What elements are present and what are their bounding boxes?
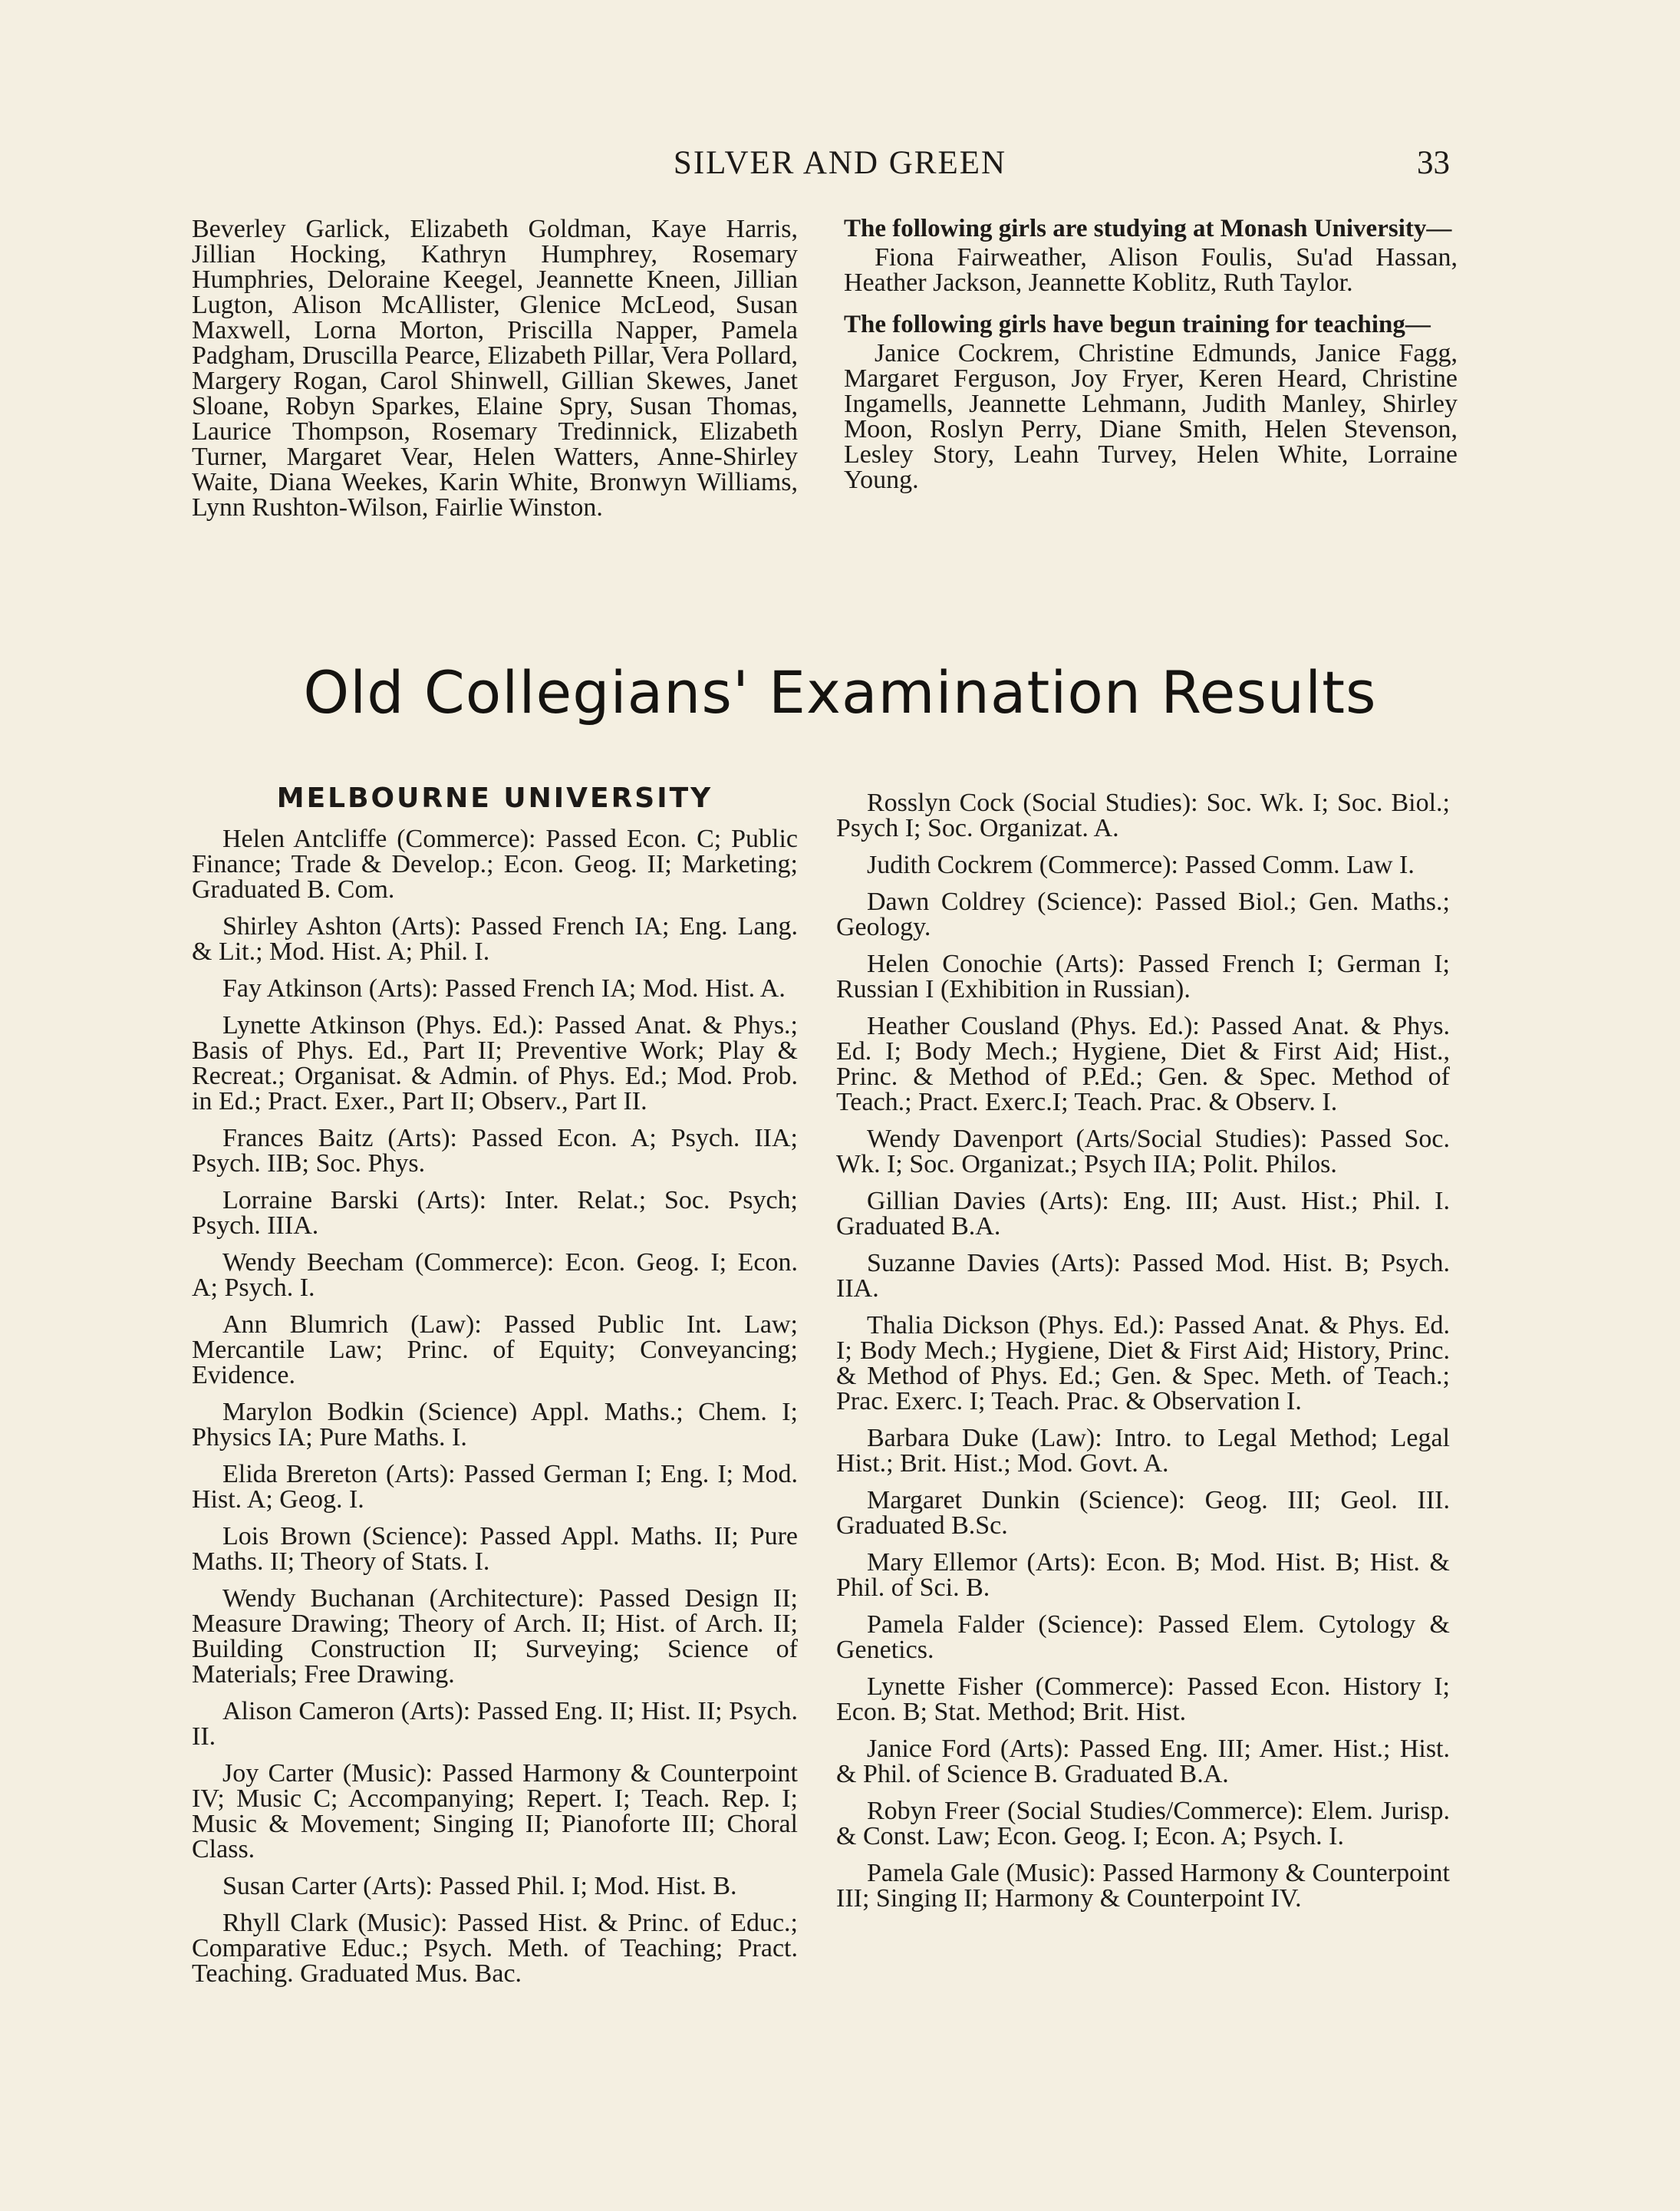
result-entry: Heather Cousland (Phys. Ed.): Passed Anat. & Phys. Ed. I; Body Mech.; Hygiene, Diet & First Aid; Hist., Princ. & Method of P.Ed.; Gen. & Spec. Method of Teach.; Pract. Exerc.I; Teach. Prac. & Observ. I. bbox=[836, 1012, 1450, 1116]
result-entry: Lynette Atkinson (Phys. Ed.): Passed Anat. & Phys.; Basis of Phys. Ed., Part II; Preventive Work; Play & Recreat.; Organisat. & Admin. of Phys. Ed.; Mod. Prob. in Ed.; Pract. Exer., Part II; Observ., Part II. bbox=[192, 1011, 798, 1115]
monash-lead: The following girls are studying at Monash University— bbox=[844, 215, 1452, 242]
result-entry: Susan Carter (Arts): Passed Phil. I; Mod. Hist. B. bbox=[222, 1872, 737, 1900]
continued-name-list bbox=[192, 216, 798, 520]
result-entry: Joy Carter (Music): Passed Harmony & Counterpoint IV; Music C; Accompanying; Repert. I; Teach. Rep. I; Music & Movement; Singing II; Pianoforte III; Choral Class. bbox=[192, 1759, 798, 1863]
result-entry: Pamela Falder (Science): Passed Elem. Cytology & Genetics. bbox=[836, 1610, 1450, 1664]
article-headline: Old Collegians' Examination Results bbox=[303, 658, 1377, 727]
result-entry: Janice Ford (Arts): Passed Eng. III; Amer. Hist.; Hist. & Phil. of Science B. Graduated B.A. bbox=[836, 1735, 1450, 1788]
result-entry: Marylon Bodkin (Science) Appl. Maths.; Chem. I; Physics IA; Pure Maths. I. bbox=[192, 1398, 798, 1451]
right-entry-list bbox=[836, 790, 1450, 1911]
result-entry: Mary Ellemor (Arts): Econ. B; Mod. Hist. B; Hist. & Phil. of Sci. B. bbox=[836, 1548, 1450, 1602]
result-entry: Shirley Ashton (Arts): Passed French IA; Eng. Lang. & Lit.; Mod. Hist. A; Phil. I. bbox=[192, 912, 798, 966]
running-title: SILVER AND GREEN bbox=[673, 145, 1007, 181]
result-entry: Helen Conochie (Arts): Passed French I; German I; Russian I (Exhibition in Russian). bbox=[836, 950, 1450, 1003]
continued-names-paragraph: Beverley Garlick, Elizabeth Goldman, Kaye Harris, Jillian Hocking, Kathryn Humphrey, Rosemary Humphries, Deloraine Keegel, Jeannette Kneen, Jillian Lugton, Alison McAllister, Glenice McLeod, Susan Maxwell, Lorna Morton, Priscilla Napper, Pamela Padgham, Druscilla Pearce, Elizabeth Pillar, Vera Pollard, Margery Rogan, Carol Shinwell, Gillian Skewes, Janet Sloane, Robyn Sparkes, Elaine Spry, Susan Thomas, Laurice Thompson, Rosemary Tredinnick, Elizabeth Turner, Margaret Vear, Helen Watters, Anne-Shirley Waite, Diana Weekes, Karin White, Bronwyn Williams, Lynn Rushton-Wilson, Fairlie Winston. bbox=[192, 215, 798, 522]
results-right-column bbox=[836, 790, 1450, 1923]
result-entry: Suzanne Davies (Arts): Passed Mod. Hist. B; Psych. IIA. bbox=[836, 1249, 1450, 1303]
result-entry: Helen Antcliffe (Commerce): Passed Econ. C; Public Finance; Trade & Develop.; Econ. Geog. II; Marketing; Graduated B. Com. bbox=[192, 825, 798, 904]
section-title: MELBOURNE UNIVERSITY bbox=[276, 783, 713, 814]
result-entry: Rosslyn Cock (Social Studies): Soc. Wk. I; Soc. Biol.; Psych I; Soc. Organizat. A. bbox=[836, 789, 1450, 842]
result-entry: Lois Brown (Science): Passed Appl. Maths. II; Pure Maths. II; Theory of Stats. I. bbox=[192, 1522, 798, 1576]
result-entry: Frances Baitz (Arts): Passed Econ. A; Psych. IIA; Psych. IIB; Soc. Phys. bbox=[192, 1124, 798, 1178]
result-entry: Lynette Fisher (Commerce): Passed Econ. History I; Econ. B; Stat. Method; Brit. Hist. bbox=[836, 1672, 1450, 1726]
result-entry: Lorraine Barski (Arts): Inter. Relat.; Soc. Psych; Psych. IIIA. bbox=[192, 1186, 798, 1240]
running-head bbox=[0, 144, 1680, 190]
monash-names: Fiona Fairweather, Alison Foulis, Su'ad Hassan, Heather Jackson, Jeannette Koblitz, Ruth Taylor. bbox=[844, 243, 1458, 297]
other-studies-column bbox=[844, 216, 1458, 493]
result-entry: Robyn Freer (Social Studies/Commerce): Elem. Jurisp. & Const. Law; Econ. Geog. I; Econ. A; Psych. I. bbox=[836, 1797, 1450, 1850]
result-entry: Dawn Coldrey (Science): Passed Biol.; Gen. Maths.; Geology. bbox=[836, 888, 1450, 941]
result-entry: Wendy Davenport (Arts/Social Studies): Passed Soc. Wk. I; Soc. Organizat.; Psych IIA; Polit. Philos. bbox=[836, 1125, 1450, 1178]
teaching-names: Janice Cockrem, Christine Edmunds, Janice Fagg, Margaret Ferguson, Joy Fryer, Keren Heard, Christine Ingamells, Jeannette Lehmann, Judith Manley, Shirley Moon, Roslyn Perry, Diane Smith, Helen Stevenson, Lesley Story, Leahn Turvey, Helen White, Lorraine Young. bbox=[844, 339, 1458, 494]
result-entry: Fay Atkinson (Arts): Passed French IA; Mod. Hist. A. bbox=[222, 974, 786, 1003]
result-entry: Barbara Duke (Law): Intro. to Legal Method; Legal Hist.; Brit. Hist.; Mod. Govt. A. bbox=[836, 1424, 1450, 1478]
result-entry: Margaret Dunkin (Science): Geog. III; Geol. III. Graduated B.Sc. bbox=[836, 1486, 1450, 1540]
result-entry: Elida Brereton (Arts): Passed German I; Eng. I; Mod. Hist. A; Geog. I. bbox=[192, 1460, 798, 1514]
result-entry: Alison Cameron (Arts): Passed Eng. II; Hist. II; Psych. II. bbox=[192, 1697, 798, 1751]
page-number: 33 bbox=[1417, 145, 1450, 181]
left-entry-list bbox=[192, 826, 798, 1986]
result-entry: Judith Cockrem (Commerce): Passed Comm. Law I. bbox=[867, 851, 1415, 879]
result-entry: Rhyll Clark (Music): Passed Hist. & Princ. of Educ.; Comparative Educ.; Psych. Meth. of Teaching; Pract. Teaching. Graduated Mus. Bac. bbox=[192, 1909, 798, 1988]
result-entry: Wendy Beecham (Commerce): Econ. Geog. I; Econ. A; Psych. I. bbox=[192, 1248, 798, 1302]
results-left-column bbox=[192, 783, 798, 1998]
teaching-lead: The following girls have begun training for teaching— bbox=[844, 311, 1431, 338]
result-entry: Wendy Buchanan (Architecture): Passed Design II; Measure Drawing; Theory of Arch. II; Hist. of Arch. II; Building Construction II; Surveying; Science of Materials; Free Drawing. bbox=[192, 1584, 798, 1689]
result-entry: Ann Blumrich (Law): Passed Public Int. Law; Mercantile Law; Princ. of Equity; Conveyancing; Evidence. bbox=[192, 1310, 798, 1389]
result-entry: Thalia Dickson (Phys. Ed.): Passed Anat. & Phys. Ed. I; Body Mech.; Hygiene, Diet & First Aid; History, Princ. & Method of Phys. Ed.; Gen. & Spec. Meth. of Teach.; Prac. Exerc. I; Teach. Prac. & Observation I. bbox=[836, 1311, 1450, 1415]
result-entry: Pamela Gale (Music): Passed Harmony & Counterpoint III; Singing II; Harmony & Counterpoint IV. bbox=[836, 1859, 1450, 1913]
result-entry: Gillian Davies (Arts): Eng. III; Aust. Hist.; Phil. I. Graduated B.A. bbox=[836, 1187, 1450, 1241]
